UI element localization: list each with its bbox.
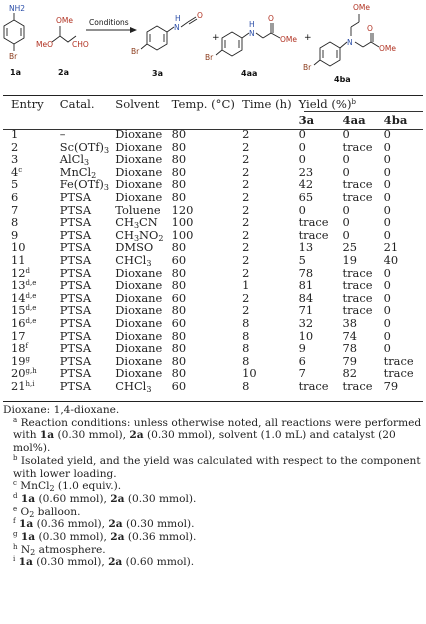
time-cell: 2 xyxy=(242,303,250,318)
solvent-cell: Dioxane xyxy=(115,366,163,381)
entry-cell: 13$^{d,e}$ xyxy=(11,278,37,293)
time-cell: 8 xyxy=(242,378,250,393)
yield-4ba-cell: 0 xyxy=(383,189,391,204)
entry-cell: 9 xyxy=(11,227,19,242)
temp-cell: 80 xyxy=(171,152,187,167)
reaction-scheme xyxy=(0,0,426,86)
catalyst-cell: PTSA xyxy=(59,189,92,204)
compound-3a-structure xyxy=(141,17,197,50)
table-row xyxy=(3,216,423,229)
br-label-3a: Br xyxy=(131,47,140,56)
temp-cell: 60 xyxy=(171,315,187,330)
time-cell: 2 xyxy=(242,252,250,267)
yield-4ba-cell: 0 xyxy=(383,177,391,192)
footnote-d: $^d$ 1a (0.60 mmol), 2a (0.30 mmol). xyxy=(13,491,197,505)
yield-4ba-cell: 0 xyxy=(383,303,391,318)
catalyst-cell: PTSA xyxy=(59,240,92,255)
label-4aa: 4aa xyxy=(241,69,258,78)
time-cell: 8 xyxy=(242,353,250,368)
yield-4aa-cell: 82 xyxy=(342,366,358,381)
solvent-cell: Dioxane xyxy=(115,177,163,192)
yield-4aa-cell: 0 xyxy=(342,202,350,217)
yield-4ba-cell: 0 xyxy=(383,341,391,356)
time-cell: 2 xyxy=(242,177,250,192)
ome-label-4aa: OMe xyxy=(280,35,297,44)
catalyst-cell: PTSA xyxy=(59,202,92,217)
time-cell: 2 xyxy=(242,290,250,305)
solvent-cell: Dioxane xyxy=(115,152,163,167)
entry-cell: 6 xyxy=(11,189,19,204)
footnote-g: $^g$ 1a (0.30 mmol), 2a (0.36 mmol). xyxy=(13,530,197,544)
entry-cell: 2 xyxy=(11,139,19,154)
yield-3a-cell: 0 xyxy=(298,152,306,167)
col-header-solvent: Solvent xyxy=(115,96,160,111)
catalyst-cell: MnCl$_2$ xyxy=(59,164,97,180)
yield-label: Yield (%) xyxy=(298,96,352,111)
time-cell: 2 xyxy=(242,152,250,167)
footnote-h: $^h$ $N_2$ atmosphere. xyxy=(13,542,106,557)
entry-cell: 5 xyxy=(11,177,19,192)
table-bottom-rule xyxy=(3,401,423,402)
yield-3a-cell: 81 xyxy=(298,278,314,293)
br-label-4ba: Br xyxy=(303,63,312,72)
optimization-table xyxy=(3,96,423,392)
compound-1a-structure xyxy=(4,13,24,51)
footnote-e: $^e$ $O_2$ balloon. xyxy=(13,504,81,519)
catalyst-cell: $Fe(OTf)_3$ xyxy=(59,177,109,193)
temp-cell: 80 xyxy=(171,366,187,381)
temp-cell: 80 xyxy=(171,139,187,154)
footnote-f: $^f$ 1a (0.36 mmol), 2a (0.30 mmol). xyxy=(13,517,195,531)
n-label-4ba: N xyxy=(347,38,353,47)
solvent-cell: CHCl$_3$ xyxy=(115,252,152,268)
entry-cell: 14$^{d,e}$ xyxy=(11,290,37,305)
yield-3a-cell: 32 xyxy=(298,315,314,330)
solvent-cell: CHCl$_3$ xyxy=(115,378,152,394)
catalyst-cell: PTSA xyxy=(59,290,92,305)
n-label-3a: N xyxy=(174,23,180,32)
table-row xyxy=(3,317,423,330)
catalyst-cell: PTSA xyxy=(59,366,92,381)
temp-cell: 80 xyxy=(171,328,187,343)
yield-4aa-cell: 0 xyxy=(342,127,350,141)
yield-3a-cell: 9 xyxy=(298,341,306,356)
col-header-entry: Entry xyxy=(11,96,44,111)
yield-3a-cell: 23 xyxy=(298,164,314,179)
solvent-cell: DMSO xyxy=(115,240,154,255)
table-header-row xyxy=(3,96,423,112)
time-cell: 8 xyxy=(242,328,250,343)
temp-cell: 80 xyxy=(171,240,187,255)
entry-cell: 1 xyxy=(11,127,19,141)
yield-4ba-cell: 0 xyxy=(383,265,391,280)
col-header-yield xyxy=(299,96,423,112)
yield-4aa-cell: trace xyxy=(342,303,373,318)
yield-3a-cell: 0 xyxy=(298,202,306,217)
solvent-cell: Dioxane xyxy=(115,290,163,305)
yield-4ba-cell: 79 xyxy=(383,378,399,393)
entry-cell: 19$^g$ xyxy=(11,353,30,368)
time-cell: 2 xyxy=(242,227,250,242)
time-cell: 2 xyxy=(242,189,250,204)
table-subheader-row xyxy=(3,112,423,128)
time-cell: 8 xyxy=(242,315,250,330)
arrow-head xyxy=(130,27,137,33)
header-bottom-rule xyxy=(3,129,423,130)
time-cell: 1 xyxy=(242,278,250,293)
yield-4aa-cell: 19 xyxy=(342,252,358,267)
table-body xyxy=(3,128,423,392)
catalyst-cell: PTSA xyxy=(59,303,92,318)
yield-4ba-cell: 0 xyxy=(383,152,391,167)
h-label-3a: H xyxy=(175,14,181,23)
yield-3a-cell: 6 xyxy=(298,353,306,368)
footnote-i: $^i$ 1a (0.30 mmol), 2a (0.60 mmol). xyxy=(13,555,195,569)
yield-4aa-cell: 0 xyxy=(342,152,350,167)
yield-3a-cell: 71 xyxy=(298,303,314,318)
nh2-label: NH2 xyxy=(9,4,26,13)
yield-4ba-cell: 21 xyxy=(383,240,399,255)
yield-4aa-cell: trace xyxy=(342,378,373,393)
yield-3a-cell: 0 xyxy=(298,139,306,154)
subheader-3a: 3a xyxy=(298,112,315,127)
catalyst-cell: PTSA xyxy=(59,265,92,280)
yield-3a-cell: trace xyxy=(298,227,329,242)
yield-3a-cell: 84 xyxy=(298,290,314,305)
o-label-3a: O xyxy=(197,11,203,20)
table-row xyxy=(3,254,423,267)
entry-cell: 7 xyxy=(11,202,19,217)
temp-cell: 100 xyxy=(171,215,194,230)
time-cell: 10 xyxy=(242,366,257,381)
catalyst-cell: PTSA xyxy=(59,353,92,368)
solvent-cell: Toluene xyxy=(115,202,161,217)
br-label-1a: Br xyxy=(9,52,18,61)
label-4ba: 4ba xyxy=(334,75,351,84)
yield-3a-cell: 42 xyxy=(298,177,314,192)
solvent-cell: Dioxane xyxy=(115,164,163,179)
solvent-cell: Dioxane xyxy=(115,139,163,154)
yield-4ba-cell: 0 xyxy=(383,139,391,154)
catalyst-cell: – xyxy=(59,127,66,141)
yield-4ba-cell: 0 xyxy=(383,278,391,293)
entry-cell: 20$^{g,h}$ xyxy=(11,366,37,381)
yield-4aa-cell: 0 xyxy=(342,215,350,230)
yield-4aa-cell: 0 xyxy=(342,227,350,242)
col-header-temp: Temp. (°C) xyxy=(171,96,235,111)
col-header-time: Time (h) xyxy=(242,96,292,111)
catalyst-cell: PTSA xyxy=(59,378,92,393)
yield-4ba-cell: 0 xyxy=(383,227,391,242)
entry-cell: 11 xyxy=(11,252,26,267)
subheader-4aa: 4aa xyxy=(342,112,366,127)
entry-cell: 3 xyxy=(11,152,19,167)
temp-cell: 60 xyxy=(171,252,187,267)
h-label-4aa: H xyxy=(249,20,255,29)
o-label-4ba: O xyxy=(367,24,373,33)
table-footnotes xyxy=(3,404,423,569)
yield-4aa-cell: 25 xyxy=(342,240,358,255)
yield-4aa-cell: trace xyxy=(342,177,373,192)
time-cell: 2 xyxy=(242,164,250,179)
entry-cell: 10 xyxy=(11,240,26,255)
yield-4ba-cell: 0 xyxy=(383,164,391,179)
meo-label-2a: MeO xyxy=(36,40,53,49)
yield-4ba-cell: 40 xyxy=(383,252,399,267)
catalyst-cell: PTSA xyxy=(59,227,92,242)
yield-3a-cell: 13 xyxy=(298,240,314,255)
time-cell: 2 xyxy=(242,202,250,217)
n-label-4aa: N xyxy=(249,29,255,38)
entry-cell: 15$^{d,e}$ xyxy=(11,303,37,318)
yield-4aa-cell: 0 xyxy=(342,164,350,179)
yield-4aa-cell: trace xyxy=(342,278,373,293)
yield-4aa-cell: trace xyxy=(342,290,373,305)
table-row xyxy=(3,279,423,292)
o-label-4aa: O xyxy=(268,14,274,23)
time-cell: 2 xyxy=(242,215,250,230)
yield-3a-cell: trace xyxy=(298,378,329,393)
time-cell: 2 xyxy=(242,139,250,154)
catalyst-cell: $Sc(OTf)_3$ xyxy=(59,139,110,155)
catalyst-cell: PTSA xyxy=(59,215,92,230)
table-row xyxy=(3,342,423,355)
arrow-conditions-label: Conditions xyxy=(89,18,129,27)
plus-sign-1: + xyxy=(212,33,220,43)
col-header-catalyst: Catal. xyxy=(59,96,95,111)
plus-sign-2: + xyxy=(304,33,312,43)
compound-4aa-structure xyxy=(216,23,280,56)
temp-cell: 80 xyxy=(171,177,187,192)
footnote-dioxane: Dioxane: 1,4-dioxane. xyxy=(3,404,120,416)
temp-cell: 80 xyxy=(171,127,187,141)
temp-cell: 80 xyxy=(171,278,187,293)
entry-cell: 21$^{h,i}$ xyxy=(11,378,35,393)
solvent-cell: Dioxane xyxy=(115,315,163,330)
entry-cell: 4$^c$ xyxy=(11,164,23,179)
entry-cell: 16$^{d,e}$ xyxy=(11,315,37,330)
catalyst-cell: PTSA xyxy=(59,315,92,330)
temp-cell: 60 xyxy=(171,290,187,305)
yield-4ba-cell: 0 xyxy=(383,315,391,330)
yield-4aa-cell: 78 xyxy=(342,341,358,356)
table-row xyxy=(3,191,423,204)
temp-cell: 100 xyxy=(171,227,194,242)
solvent-cell: Dioxane xyxy=(115,341,163,356)
entry-cell: 8 xyxy=(11,215,19,230)
temp-cell: 80 xyxy=(171,265,187,280)
yield-sup: b xyxy=(351,97,356,106)
yield-3a-cell: trace xyxy=(298,215,329,230)
yield-4aa-cell: trace xyxy=(342,265,373,280)
label-2a: 2a xyxy=(58,68,69,77)
catalyst-cell: PTSA xyxy=(59,328,92,343)
yield-3a-cell: 0 xyxy=(298,127,306,141)
temp-cell: 80 xyxy=(171,353,187,368)
yield-4ba-cell: trace xyxy=(383,353,414,368)
yield-4aa-cell: trace xyxy=(342,139,373,154)
entry-cell: 17 xyxy=(11,328,26,343)
yield-underline xyxy=(304,111,423,112)
yield-3a-cell: 65 xyxy=(298,189,314,204)
yield-3a-cell: 5 xyxy=(298,252,306,267)
solvent-cell: Dioxane xyxy=(115,278,163,293)
ome-top-label-4ba: OMe xyxy=(353,3,370,12)
entry-cell: 12$^d$ xyxy=(11,265,30,280)
temp-cell: 80 xyxy=(171,341,187,356)
yield-4aa-cell: trace xyxy=(342,189,373,204)
temp-cell: 80 xyxy=(171,303,187,318)
time-cell: 2 xyxy=(242,127,250,141)
footnote-a: $^a$ Reaction conditions: unless otherwise noted, all reactions were performed with 1a (0.30 mmol), 2a (0.30 mmol), solvent (1.0 mL) and catalyst (20 mol%). xyxy=(13,415,422,455)
solvent-cell: Dioxane xyxy=(115,189,163,204)
table-row xyxy=(3,380,423,393)
catalyst-cell: AlCl$_3$ xyxy=(59,152,90,168)
label-3a: 3a xyxy=(152,69,163,78)
yield-4ba-cell: trace xyxy=(383,366,414,381)
solvent-cell: $CH_3CN$ xyxy=(115,215,158,231)
yield-4ba-cell: 0 xyxy=(383,328,391,343)
yield-4ba-cell: 0 xyxy=(383,215,391,230)
br-label-4aa: Br xyxy=(205,53,214,62)
time-cell: 8 xyxy=(242,341,250,356)
time-cell: 2 xyxy=(242,265,250,280)
cho-label-2a: CHO xyxy=(72,40,89,49)
yield-4aa-cell: 79 xyxy=(342,353,358,368)
solvent-cell: Dioxane xyxy=(115,265,163,280)
solvent-cell: Dioxane xyxy=(115,328,163,343)
yield-3a-cell: 10 xyxy=(298,328,314,343)
time-cell: 2 xyxy=(242,240,250,255)
temp-cell: 80 xyxy=(171,164,187,179)
solvent-cell: Dioxane xyxy=(115,353,163,368)
yield-4aa-cell: 38 xyxy=(342,315,358,330)
yield-3a-cell: 78 xyxy=(298,265,314,280)
subheader-4ba: 4ba xyxy=(383,112,408,127)
solvent-cell: Dioxane xyxy=(115,127,163,141)
catalyst-cell: PTSA xyxy=(59,278,92,293)
yield-4ba-cell: 0 xyxy=(383,127,391,141)
temp-cell: 80 xyxy=(171,189,187,204)
table-row xyxy=(3,153,423,166)
yield-4ba-cell: 0 xyxy=(383,202,391,217)
ome-label-2a: OMe xyxy=(56,16,73,25)
footnote-b: $^b$ Isolated yield, and the yield was calculated with respect to the component with lower loading. xyxy=(13,453,421,480)
temp-cell: 60 xyxy=(171,378,187,393)
temp-cell: 120 xyxy=(171,202,194,217)
solvent-cell: $CH_3NO_2$ xyxy=(115,227,164,243)
yield-4ba-cell: 0 xyxy=(383,290,391,305)
footnote-c: $^c$ MnCl$_2$ (1.0 equiv.). xyxy=(13,479,122,494)
label-1a: 1a xyxy=(10,68,21,77)
ome-label-4ba: OMe xyxy=(379,44,396,53)
yield-3a-cell: 7 xyxy=(298,366,306,381)
entry-cell: 18$^f$ xyxy=(11,341,29,356)
solvent-cell: Dioxane xyxy=(115,303,163,318)
table-row xyxy=(3,367,423,380)
catalyst-cell: PTSA xyxy=(59,252,92,267)
yield-4aa-cell: 74 xyxy=(342,328,358,343)
catalyst-cell: PTSA xyxy=(59,341,92,356)
